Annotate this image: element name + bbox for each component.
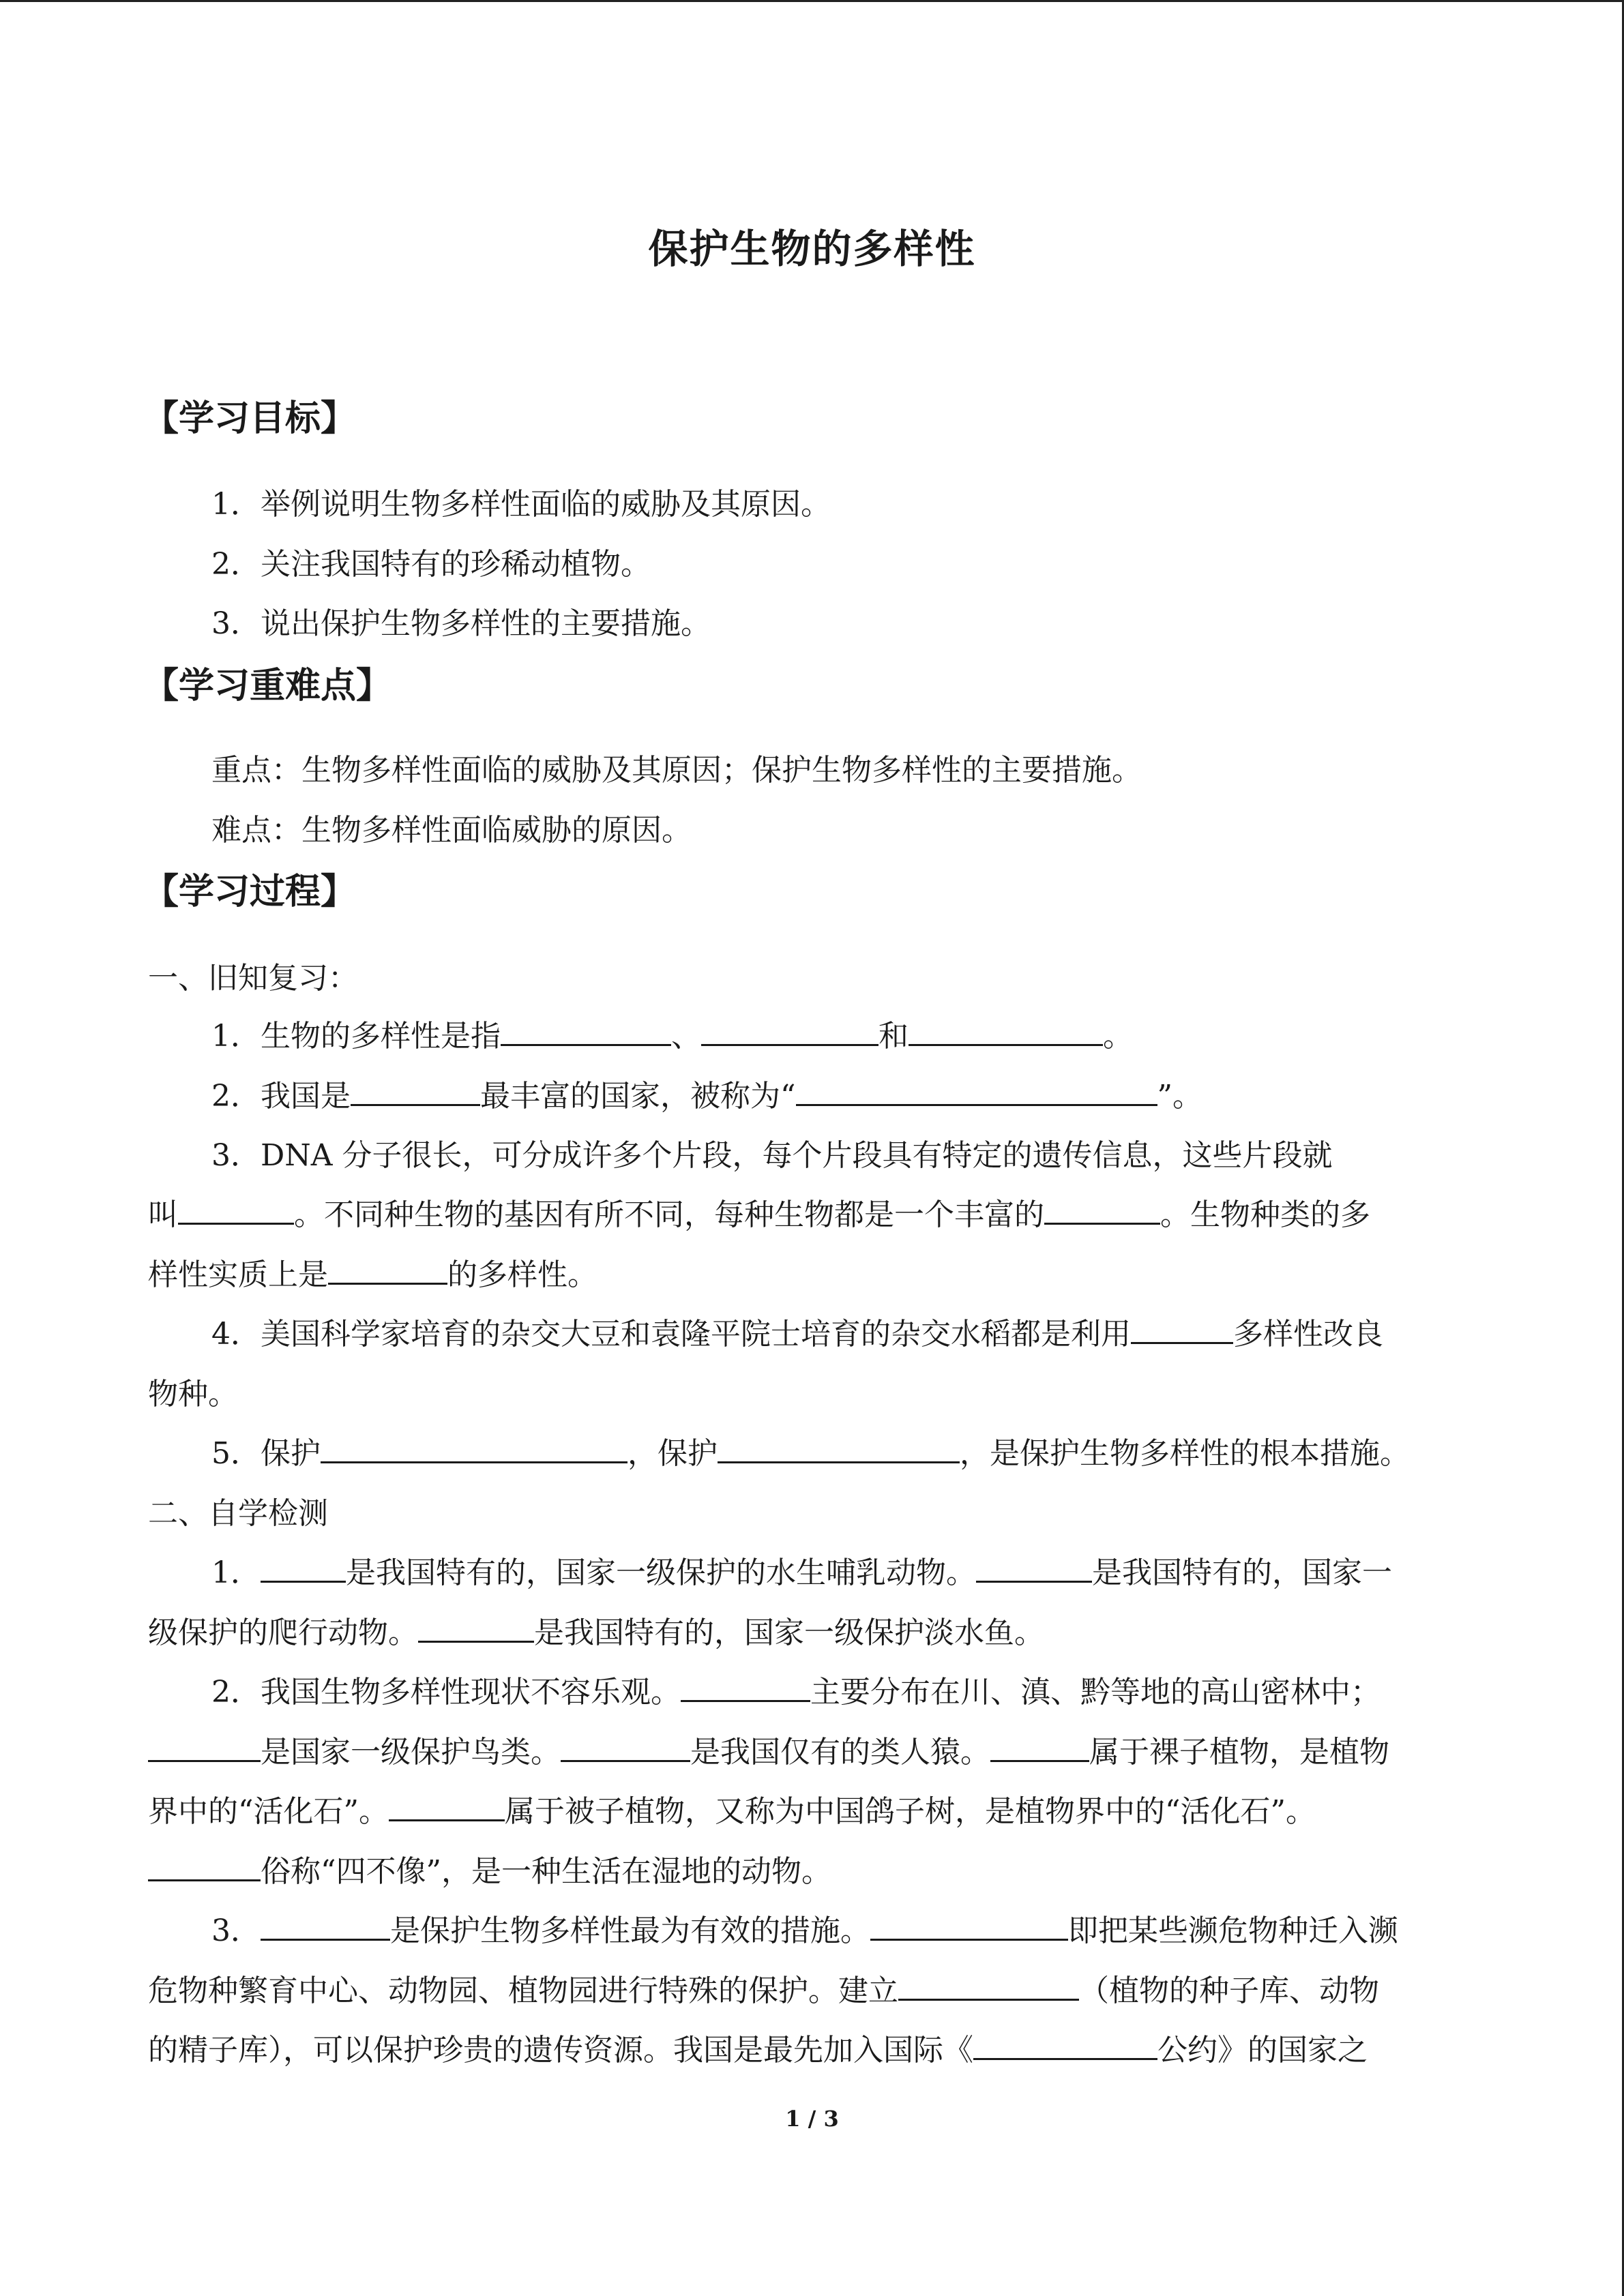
answer-blank[interactable]: [261, 1911, 390, 1941]
answer-blank[interactable]: [261, 1553, 346, 1583]
self-test-item-3: 3． 是保护生物多样性最为有效的措施。 即把某些濒危物种迁入濒: [211, 1906, 1541, 1950]
heading-learning-goals: 【学习目标】: [143, 398, 357, 439]
page-title: 保护生物的多样性: [648, 226, 976, 272]
answer-blank[interactable]: [1044, 1195, 1160, 1225]
self-test-item-2-cont: 界中的“活化石”。 属于被子植物，又称为中国鸽子树，是植物界中的“活化石”。: [148, 1787, 1478, 1830]
answer-blank[interactable]: [701, 1017, 879, 1046]
review-item-3: 3．DNA 分子很长，可分成许多个片段，每个片段具有特定的遗传信息，这些片段就: [211, 1138, 1333, 1173]
self-test-item-2-cont: 是国家一级保护鸟类。 是我国仅有的类人猿。 属于裸子植物，是植物: [148, 1727, 1478, 1771]
review-item-3-cont: 样性实质上是 的多样性。: [148, 1250, 1478, 1294]
answer-blank[interactable]: [973, 2031, 1157, 2060]
answer-blank[interactable]: [148, 1733, 261, 1762]
answer-blank[interactable]: [976, 1553, 1092, 1583]
answer-blank[interactable]: [389, 1792, 505, 1821]
focus-item: 重点：生物多样性面临的威胁及其原因；保护生物多样性的主要措施。: [211, 753, 1142, 788]
answer-blank[interactable]: [990, 1733, 1089, 1762]
focus-item: 难点：生物多样性面临威胁的原因。: [211, 813, 692, 848]
answer-blank[interactable]: [681, 1673, 810, 1702]
self-test-item-3-cont: 危物种繁育中心、动物园、植物园进行特殊的保护。建立 （植物的种子库、动物: [148, 1966, 1478, 2010]
review-item-4: 4．美国科学家培育的杂交大豆和袁隆平院士培育的杂交水稻都是利用 多样性改良: [211, 1309, 1541, 1353]
answer-blank[interactable]: [1131, 1315, 1233, 1344]
answer-blank[interactable]: [561, 1733, 690, 1762]
heading-learning-process: 【学习过程】: [143, 871, 357, 912]
answer-blank[interactable]: [796, 1077, 1157, 1106]
answer-blank[interactable]: [501, 1017, 671, 1046]
answer-blank[interactable]: [909, 1017, 1103, 1046]
self-test-item-2-cont: 俗称“四不像”，是一种生活在湿地的动物。: [148, 1847, 1478, 1890]
self-test-heading: 二、自学检测: [148, 1496, 328, 1531]
review-item-2: 2．我国是 最丰富的国家，被称为“ ”。: [211, 1071, 1541, 1115]
self-test-item-1: 1． 是我国特有的，国家一级保护的水生哺乳动物。 是我国特有的，国家一: [211, 1548, 1541, 1592]
answer-blank[interactable]: [178, 1195, 294, 1225]
answer-blank[interactable]: [718, 1434, 960, 1463]
self-test-item-1-cont: 级保护的爬行动物。 是我国特有的，国家一级保护淡水鱼。: [148, 1608, 1478, 1652]
review-item-4-cont: 物种。: [148, 1377, 238, 1412]
answer-blank[interactable]: [148, 1852, 261, 1881]
self-test-item-3-cont: 的精子库），可以保护珍贵的遗传资源。我国是最先加入国际《 公约》的国家之: [148, 2025, 1478, 2069]
answer-blank[interactable]: [351, 1077, 480, 1106]
goal-item: 1．举例说明生物多样性面临的威胁及其原因。: [211, 487, 831, 522]
page-number: 1 / 3: [785, 2106, 839, 2132]
answer-blank[interactable]: [870, 1911, 1068, 1941]
answer-blank[interactable]: [328, 1255, 447, 1285]
review-item-5: 5．保护 ，保护 ，是保护生物多样性的根本措施。: [211, 1429, 1541, 1472]
review-heading: 一、旧知复习：: [148, 961, 358, 996]
review-item-3-cont: 叫 。不同种生物的基因有所不同，每种生物都是一个丰富的 。生物种类的多: [148, 1190, 1478, 1234]
self-test-item-2: 2．我国生物多样性现状不容乐观。 主要分布在川、滇、黔等地的高山密林中；: [211, 1667, 1541, 1711]
answer-blank[interactable]: [898, 1971, 1079, 2001]
goal-item: 2．关注我国特有的珍稀动植物。: [211, 547, 651, 582]
goal-item: 3．说出保护生物多样性的主要措施。: [211, 606, 711, 641]
review-item-1: 1．生物的多样性是指 、 和 。: [211, 1011, 1541, 1055]
heading-key-points: 【学习重难点】: [143, 666, 392, 706]
answer-blank[interactable]: [418, 1613, 534, 1643]
answer-blank[interactable]: [321, 1434, 628, 1463]
